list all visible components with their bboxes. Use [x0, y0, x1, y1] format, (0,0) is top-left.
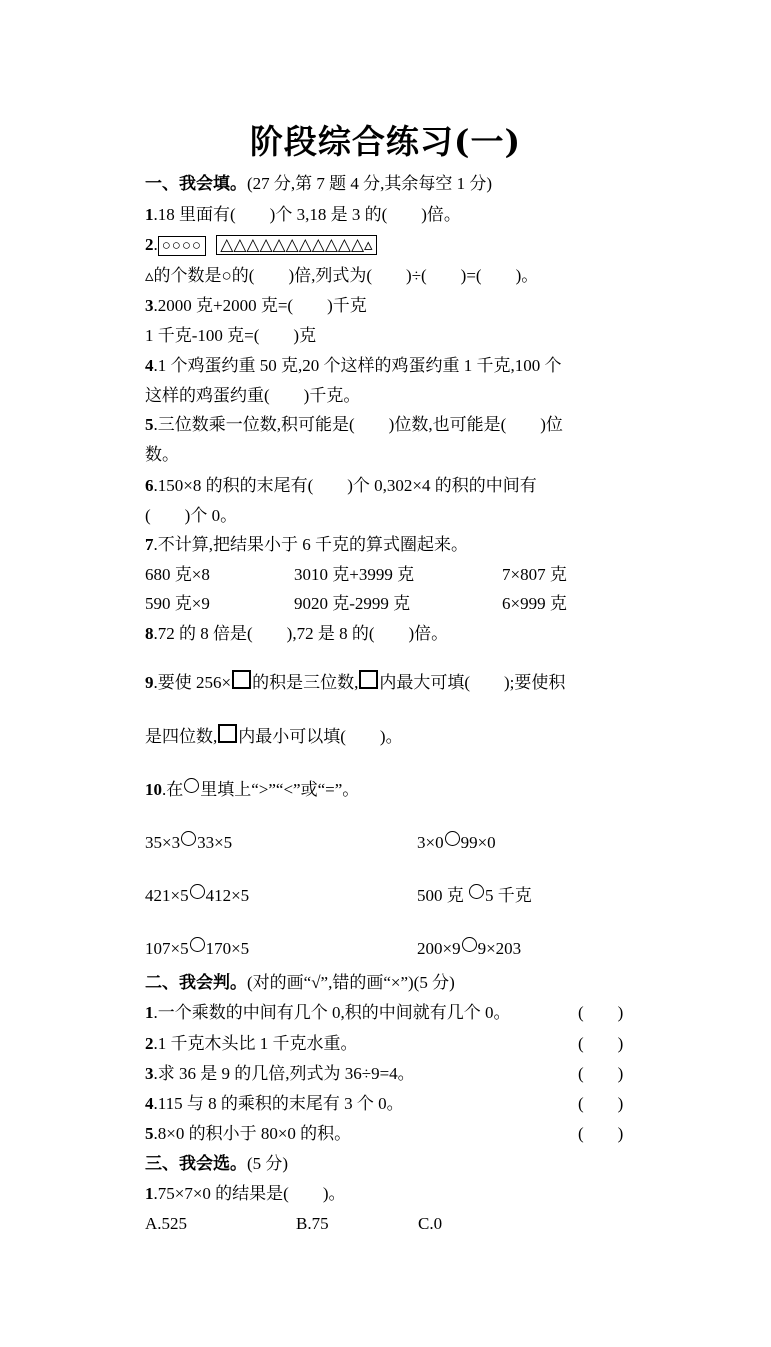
- q1-number: 1: [145, 205, 154, 224]
- q5-text1: .三位数乘一位数,积可能是( )位数,也可能是( )位: [153, 415, 563, 434]
- q10-number: 10: [145, 780, 162, 799]
- judge-answer-paren: ( ): [578, 1094, 624, 1113]
- square-box-icon: [218, 724, 237, 743]
- q1-line: [145, 205, 461, 225]
- triangles-box: △△△△△△△△△△△▵: [216, 235, 376, 255]
- compare-left: 3×0: [417, 833, 444, 852]
- q8-line: [145, 624, 448, 644]
- q7-row1-col2: 3010 克+3999 克: [294, 565, 415, 584]
- square-box-icon: [359, 670, 378, 689]
- page-title: 阶段综合练习(一): [249, 122, 522, 161]
- section1-heading: [145, 174, 492, 194]
- q7-text: .不计算,把结果小于 6 千克的算式圈起来。: [153, 535, 468, 554]
- judge-number: 1: [145, 1003, 154, 1022]
- judge-text: .一个乘数的中间有几个 0,积的中间就有几个 0。: [153, 1003, 511, 1022]
- q10-line: [145, 778, 359, 800]
- choice-q1-text: .75×7×0 的结果是( )。: [153, 1184, 346, 1203]
- q9-text2b: 内最小可以填( )。: [238, 727, 403, 746]
- judge-number: 2: [145, 1034, 154, 1053]
- compare-item: [145, 831, 232, 853]
- q4-number: 4: [145, 356, 154, 375]
- q9-line1: [145, 670, 565, 693]
- q9-text1b: 的积是三位数,: [252, 673, 359, 692]
- compare-right: 5 千克: [485, 886, 532, 905]
- section3-note: (5 分): [247, 1154, 289, 1173]
- q3-line1: [145, 296, 367, 316]
- q6-number: 6: [145, 476, 154, 495]
- circle-blank-icon: [190, 937, 205, 952]
- circle-blank-icon: [181, 831, 196, 846]
- q9-line2: [145, 724, 403, 747]
- judge-item: [145, 1064, 415, 1084]
- compare-left: 35×3: [145, 833, 181, 852]
- judge-text: .8×0 的积小于 80×0 的积。: [153, 1124, 352, 1143]
- compare-left: 200×9: [417, 939, 461, 958]
- circles-box: ○○○○: [158, 236, 206, 256]
- judge-item: [145, 1003, 511, 1023]
- compare-right: 99×0: [460, 833, 496, 852]
- q3-number: 3: [145, 296, 154, 315]
- q7-row2-col2: 9020 克-2999 克: [294, 594, 411, 613]
- q5-line1: [145, 415, 563, 435]
- compare-item: [417, 937, 521, 959]
- circle-blank-icon: [469, 884, 484, 899]
- compare-left: 421×5: [145, 886, 189, 905]
- choice-q1: [145, 1184, 346, 1204]
- q8-text: .72 的 8 倍是( ),72 是 8 的( )倍。: [153, 624, 449, 643]
- option-a: A.525: [145, 1214, 188, 1233]
- choice-q1-number: 1: [145, 1184, 154, 1203]
- judge-item: [145, 1124, 351, 1144]
- circle-blank-icon: [445, 831, 460, 846]
- section2-note: (对的画“√”,错的画“×”)(5 分): [247, 973, 455, 992]
- q9-number: 9: [145, 673, 154, 692]
- judge-answer-paren: ( ): [578, 1124, 624, 1143]
- judge-answer-paren: ( ): [578, 1034, 624, 1053]
- q9-text1c: 内最大可填( );要使积: [379, 673, 566, 692]
- judge-answer-paren: ( ): [578, 1064, 624, 1083]
- section1-heading-text: 一、我会填。: [145, 174, 247, 193]
- compare-item: [145, 937, 249, 959]
- judge-text: .115 与 8 的乘积的末尾有 3 个 0。: [153, 1094, 404, 1113]
- q6-text1: .150×8 的积的末尾有( )个 0,302×4 的积的中间有: [153, 476, 537, 495]
- compare-right: 170×5: [205, 939, 250, 958]
- circle-blank-icon: [190, 884, 205, 899]
- q7-number: 7: [145, 535, 154, 554]
- section1-note: (27 分,第 7 题 4 分,其余每空 1 分): [247, 174, 493, 193]
- compare-item: [417, 884, 532, 906]
- q10-text-b: 里填上“>”“<”或“=”。: [200, 780, 360, 799]
- q2-number: 2: [145, 235, 154, 254]
- q7-row1-col3: 7×807 克: [502, 565, 567, 584]
- q7-row2-col3: 6×999 克: [502, 594, 567, 613]
- q7-row2-col1: 590 克×9: [145, 594, 210, 613]
- compare-item: [417, 831, 496, 853]
- q5-line2: 数。: [145, 445, 179, 464]
- judge-item: [145, 1094, 404, 1114]
- q6-line1: [145, 476, 537, 496]
- circle-blank-icon: [184, 778, 199, 793]
- q7-line: [145, 535, 468, 555]
- judge-number: 3: [145, 1064, 154, 1083]
- compare-left: 500 克: [417, 886, 464, 905]
- q9-text2a: 是四位数,: [145, 727, 218, 746]
- q5-number: 5: [145, 415, 154, 434]
- q9-text1a: .要使 256×: [153, 673, 232, 692]
- q4-line2: 这样的鸡蛋约重( )千克。: [145, 386, 361, 405]
- section3-heading: [145, 1154, 288, 1174]
- section3-heading-text: 三、我会选。: [145, 1154, 247, 1173]
- q8-number: 8: [145, 624, 154, 643]
- circle-blank-icon: [462, 937, 477, 952]
- judge-text: .求 36 是 9 的几倍,列式为 36÷9=4。: [153, 1064, 415, 1083]
- judge-number: 5: [145, 1124, 154, 1143]
- judge-item: [145, 1034, 358, 1054]
- compare-left: 107×5: [145, 939, 189, 958]
- judge-text: .1 千克木头比 1 千克水重。: [153, 1034, 358, 1053]
- section2-heading: [145, 973, 455, 993]
- compare-item: [145, 884, 249, 906]
- q1-text: .18 里面有( )个 3,18 是 3 的( )倍。: [153, 205, 461, 224]
- option-c: C.0: [418, 1214, 443, 1233]
- q3-text1: .2000 克+2000 克=( )千克: [153, 296, 367, 315]
- judge-answer-paren: ( ): [578, 1003, 624, 1022]
- square-box-icon: [232, 670, 251, 689]
- q3-line2: 1 千克-100 克=( )克: [145, 326, 317, 345]
- q6-line2: ( )个 0。: [145, 506, 238, 525]
- compare-right: 33×5: [197, 833, 233, 852]
- section2-heading-text: 二、我会判。: [145, 973, 247, 992]
- judge-number: 4: [145, 1094, 154, 1113]
- q4-line1: [145, 356, 562, 376]
- q2-figure-line: [145, 235, 377, 256]
- compare-right: 412×5: [205, 886, 250, 905]
- q2-text: ▵的个数是○的( )倍,列式为( )÷( )=( )。: [145, 266, 539, 285]
- q4-text1: .1 个鸡蛋约重 50 克,20 个这样的鸡蛋约重 1 千克,100 个: [153, 356, 562, 375]
- compare-right: 9×203: [477, 939, 522, 958]
- q2-dot: .: [153, 235, 158, 254]
- option-b: B.75: [296, 1214, 329, 1233]
- q10-text-a: .在: [162, 780, 184, 799]
- q7-row1-col1: 680 克×8: [145, 565, 210, 584]
